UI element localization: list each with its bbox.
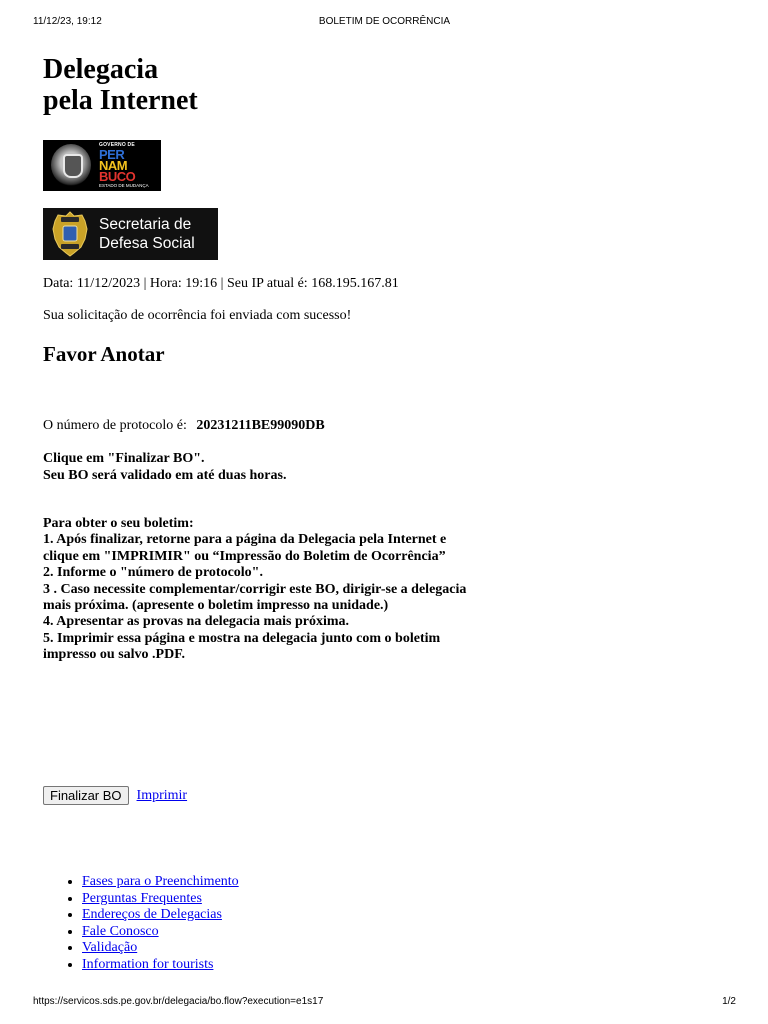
finalizar-bo-button[interactable]: Finalizar BO [43, 786, 129, 805]
site-title [43, 54, 303, 116]
logo-tagline: ESTADO DE MUDANÇA [99, 183, 149, 188]
actions-bar [43, 786, 187, 806]
list-item [82, 924, 239, 941]
list-item [82, 874, 239, 891]
link-information-tourists[interactable]: Information for tourists [82, 956, 214, 972]
instruction-line: 1. Após finalizar, retorne para a página da Delegacia pela Internet e [43, 532, 447, 548]
sds-line1: Secretaria de [99, 216, 192, 233]
site-title-line1: Delegacia [43, 54, 159, 85]
print-page-number: 1/2 [722, 996, 736, 1007]
sds-line2: Defesa Social [99, 235, 195, 252]
logo-nam-text: NAM [99, 158, 128, 173]
favor-anotar-heading: Favor Anotar [43, 342, 165, 366]
print-footer [33, 996, 736, 1010]
protocol-label: O número de protocolo é: [43, 418, 187, 433]
print-header [33, 16, 736, 30]
logo-buco-text: BUCO [99, 169, 136, 184]
main-content [43, 54, 563, 972]
site-title-line2: pela Internet [43, 85, 198, 116]
print-document-title: BOLETIM DE OCORRÊNCIA [318, 16, 451, 27]
finalize-note-line2: Seu BO será validado em até duas horas. [43, 468, 287, 483]
list-item [82, 891, 239, 908]
finalize-note [43, 450, 286, 484]
link-fases-preenchimento[interactable]: Fases para o Preenchimento [82, 874, 239, 889]
link-fale-conosco[interactable]: Fale Conosco [82, 923, 159, 939]
list-item [82, 907, 239, 924]
instruction-line: clique em "IMPRIMIR" ou “Impressão do Boletim de Ocorrência” [43, 548, 446, 564]
instructions-block [43, 516, 563, 664]
session-info: Data: 11/12/2023 | Hora: 19:16 | Seu IP atual é: 168.195.167.81 [43, 276, 399, 291]
logo-per-text: PER [99, 147, 125, 162]
instruction-line: 2. Informe o "número de protocolo". [43, 565, 263, 581]
footer-nav-list [43, 874, 239, 973]
logo-gov-text: GOVERNO DE [99, 142, 135, 148]
print-timestamp: 11/12/23, 19:12 [33, 16, 102, 27]
instruction-line: 3 . Caso necessite complementar/corrigir este BO, dirigir-se a delegacia [43, 581, 467, 597]
link-perguntas-frequentes[interactable]: Perguntas Frequentes [82, 890, 202, 906]
link-enderecos-delegacias[interactable]: Endereços de Delegacias [82, 907, 222, 922]
instruction-line: impresso ou salvo .PDF. [43, 647, 185, 663]
instruction-line: mais próxima. (apresente o boletim impresso na unidade.) [43, 598, 389, 614]
instructions-heading: Para obter o seu boletim: [43, 516, 194, 531]
print-url: https://servicos.sds.pe.gov.br/delegacia/bo.flow?execution=e1s17 [33, 996, 324, 1007]
state-seal-icon [51, 144, 91, 186]
protocol-line [43, 418, 325, 434]
policia-civil-badge-icon [52, 211, 88, 257]
instruction-line: 4. Apresentar as provas na delegacia mais próxima. [43, 614, 350, 630]
success-message: Sua solicitação de ocorrência foi enviada com sucesso! [43, 308, 352, 323]
instruction-line: 5. Imprimir essa página e mostra na delegacia junto com o boletim [43, 630, 441, 646]
list-item [82, 957, 239, 974]
secretaria-defesa-social-logo [43, 208, 218, 260]
imprimir-link[interactable]: Imprimir [136, 787, 188, 803]
list-item [82, 940, 239, 957]
protocol-number: 20231211BE99090DB [196, 418, 325, 433]
sds-text [99, 215, 195, 253]
link-validacao[interactable]: Validação [82, 940, 138, 955]
governo-pernambuco-logo [43, 140, 161, 191]
finalize-note-line1: Clique em "Finalizar BO". [43, 451, 205, 466]
